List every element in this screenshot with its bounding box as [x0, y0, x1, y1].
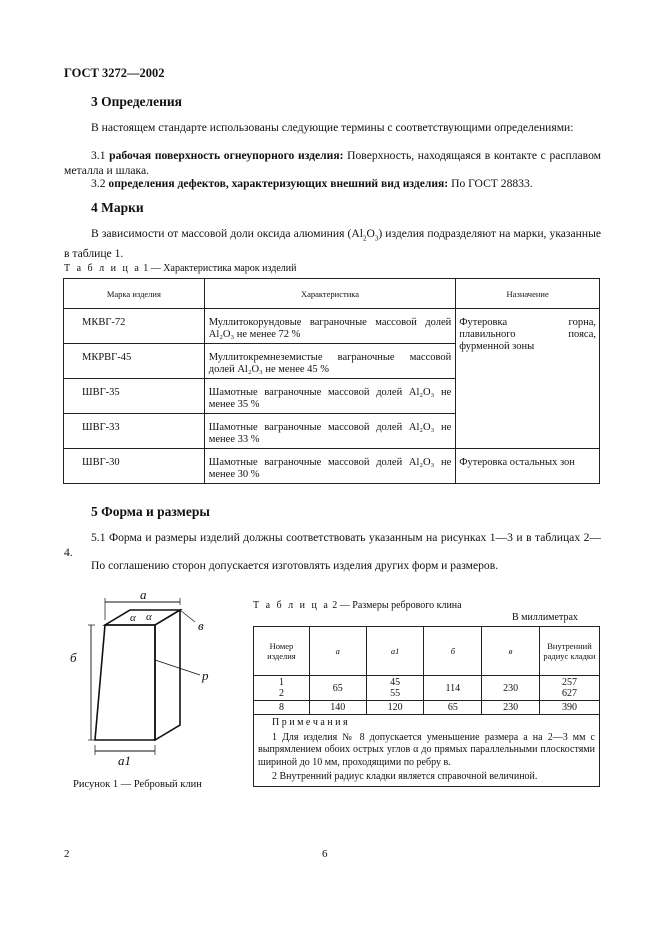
label-alpha-2: α	[146, 611, 152, 623]
cell-radius: 390	[540, 701, 600, 715]
table-1	[63, 278, 600, 484]
cell-v: 230	[482, 701, 540, 715]
term-1-number: 3.1	[91, 149, 106, 162]
cell-b: 65	[424, 701, 482, 715]
num-1: 1	[278, 677, 284, 688]
table-2-header: в	[482, 627, 540, 676]
notes-title: П р и м е ч а н и я	[272, 717, 348, 728]
table-1-caption-rest: 1 — Характеристика марок изделий	[140, 263, 297, 274]
label-a1: a1	[118, 753, 131, 765]
cell-a: 140	[309, 701, 366, 715]
radius-2: 627	[562, 688, 577, 699]
grade-cell: МКВГ-72	[64, 309, 205, 344]
a1-1: 45	[390, 677, 401, 688]
characteristic-cell: Шамотные ваграночные массовой долей Al₂O₃ не менее 35 %	[204, 379, 456, 414]
footer-page-number: 6	[322, 848, 328, 860]
table-2-header: a1	[366, 627, 424, 676]
label-b: б	[70, 650, 77, 665]
table-2-header: б	[424, 627, 482, 676]
table-2-caption	[253, 600, 462, 611]
section-4-text-b: O	[366, 227, 375, 240]
section-4-text-a: В зависимости от массовой доли оксида алюминия (Al	[91, 227, 363, 240]
term-1-definition: Поверхность, находящаяся в контакте с расплавом металла и шлака.	[64, 149, 601, 177]
term-2-definition: По ГОСТ 28833.	[451, 177, 533, 190]
notes-cell	[254, 715, 600, 787]
table-1-header: Характеристика	[204, 279, 456, 309]
table-2-units: В миллиметрах	[512, 612, 578, 623]
section-4-text	[64, 226, 601, 261]
standard-header: ГОСТ 3272—2002	[64, 66, 165, 80]
section-4-sub: 2	[362, 234, 367, 243]
cell-a1	[366, 676, 424, 701]
term-1-name: рабочая поверхность огнеупорного изделия:	[109, 149, 344, 162]
term-2	[64, 176, 601, 191]
section-5-p2: По соглашению сторон допускается изготовлять изделия других форм и размеров.	[91, 559, 499, 572]
section-5-p1: 5.1 Форма и размеры изделий должны соответствовать указанным на рисунках 1—3 и в таблицах 2—4.	[64, 531, 601, 559]
table-2	[253, 626, 600, 787]
section-3-title: 3 Определения	[91, 94, 182, 109]
num-2: 2	[278, 688, 284, 699]
table-1-header: Назначение	[456, 279, 600, 309]
label-a: a	[140, 590, 147, 602]
note-1: 1 Для изделия № 8 допускается уменьшение размера а на 2—3 мм с выпрямлением обоих острых углов α до прямых параллельными плоскостями шириной до 10 мм, проходящими по ребру в.	[258, 731, 595, 768]
cell-num	[254, 676, 310, 701]
table-1-header: Марка изделия	[64, 279, 205, 309]
label-v: в	[198, 618, 204, 633]
characteristic-cell: Муллитокремнеземистые ваграночные массовой долей Al₂O₃ не менее 45 %	[204, 344, 456, 379]
radius-1: 257	[562, 677, 577, 688]
cell-radius	[540, 676, 600, 701]
cell-a: 65	[309, 676, 366, 701]
table-row	[254, 701, 600, 715]
label-r: р	[202, 668, 209, 683]
grade-cell: ШВГ-30	[64, 449, 205, 484]
term-2-name: определения дефектов, характеризующих внешний вид изделия:	[108, 177, 449, 190]
section-4-sub2: 3	[374, 234, 379, 243]
purpose-cell: Футеровка остальных зон	[456, 449, 600, 484]
a1-2: 55	[390, 688, 401, 699]
grade-cell: ШВГ-33	[64, 414, 205, 449]
table-2-header: Внутренний радиус кладки	[540, 627, 600, 676]
grade-cell: МКРВГ-45	[64, 344, 205, 379]
section-4-title: 4 Марки	[91, 200, 144, 215]
cell-num: 8	[254, 701, 310, 715]
table-row	[64, 309, 600, 344]
table-2-header: Номер изделия	[254, 627, 310, 676]
term-2-number: 3.2	[91, 177, 106, 190]
characteristic-cell: Шамотные ваграночные массовой долей Al₂O₃ не менее 30 %	[204, 449, 456, 484]
table-2-caption-prefix: Т а б л и ц а	[253, 600, 330, 611]
section-3-intro: В настоящем стандарте использованы следующие термины с соответствующими определениями:	[91, 121, 574, 134]
wedge-figure	[60, 590, 245, 765]
footer-left-page: 2	[64, 848, 70, 860]
table-row	[64, 449, 600, 484]
table-1-header-row	[64, 279, 600, 309]
table-2-header-row	[254, 627, 600, 676]
cell-a1: 120	[366, 701, 424, 715]
label-alpha: α	[130, 612, 136, 624]
table-row	[254, 676, 600, 701]
table-1-caption-prefix: Т а б л и ц а	[64, 263, 141, 274]
term-1	[64, 148, 601, 178]
table-1-caption	[64, 263, 296, 274]
notes-row	[254, 715, 600, 787]
purpose-cell: Футеровка горна, плавильного пояса, фурменной зоны	[456, 309, 600, 449]
section-4-text-c: ) изделия подразделяют на марки, указанные в таблице 1.	[64, 227, 602, 261]
cell-v: 230	[482, 676, 540, 701]
note-2: 2 Внутренний радиус кладки является справочной величиной.	[272, 771, 538, 782]
characteristic-cell: Шамотные ваграночные массовой долей Al₂O₃ не менее 33 %	[204, 414, 456, 449]
grade-cell: ШВГ-35	[64, 379, 205, 414]
table-2-header: a	[309, 627, 366, 676]
figure-1-caption: Рисунок 1 — Ребровый клин	[73, 779, 202, 790]
characteristic-cell: Муллитокорундовые ваграночные массовой долей Al₂O₃ не менее 72 %	[204, 309, 456, 344]
table-2-caption-rest: 2 — Размеры ребрового клина	[329, 600, 462, 611]
wedge-side-face	[155, 610, 180, 740]
section-5-title: 5 Форма и размеры	[91, 504, 210, 519]
cell-b: 114	[424, 676, 482, 701]
wedge-front-face	[95, 625, 155, 740]
